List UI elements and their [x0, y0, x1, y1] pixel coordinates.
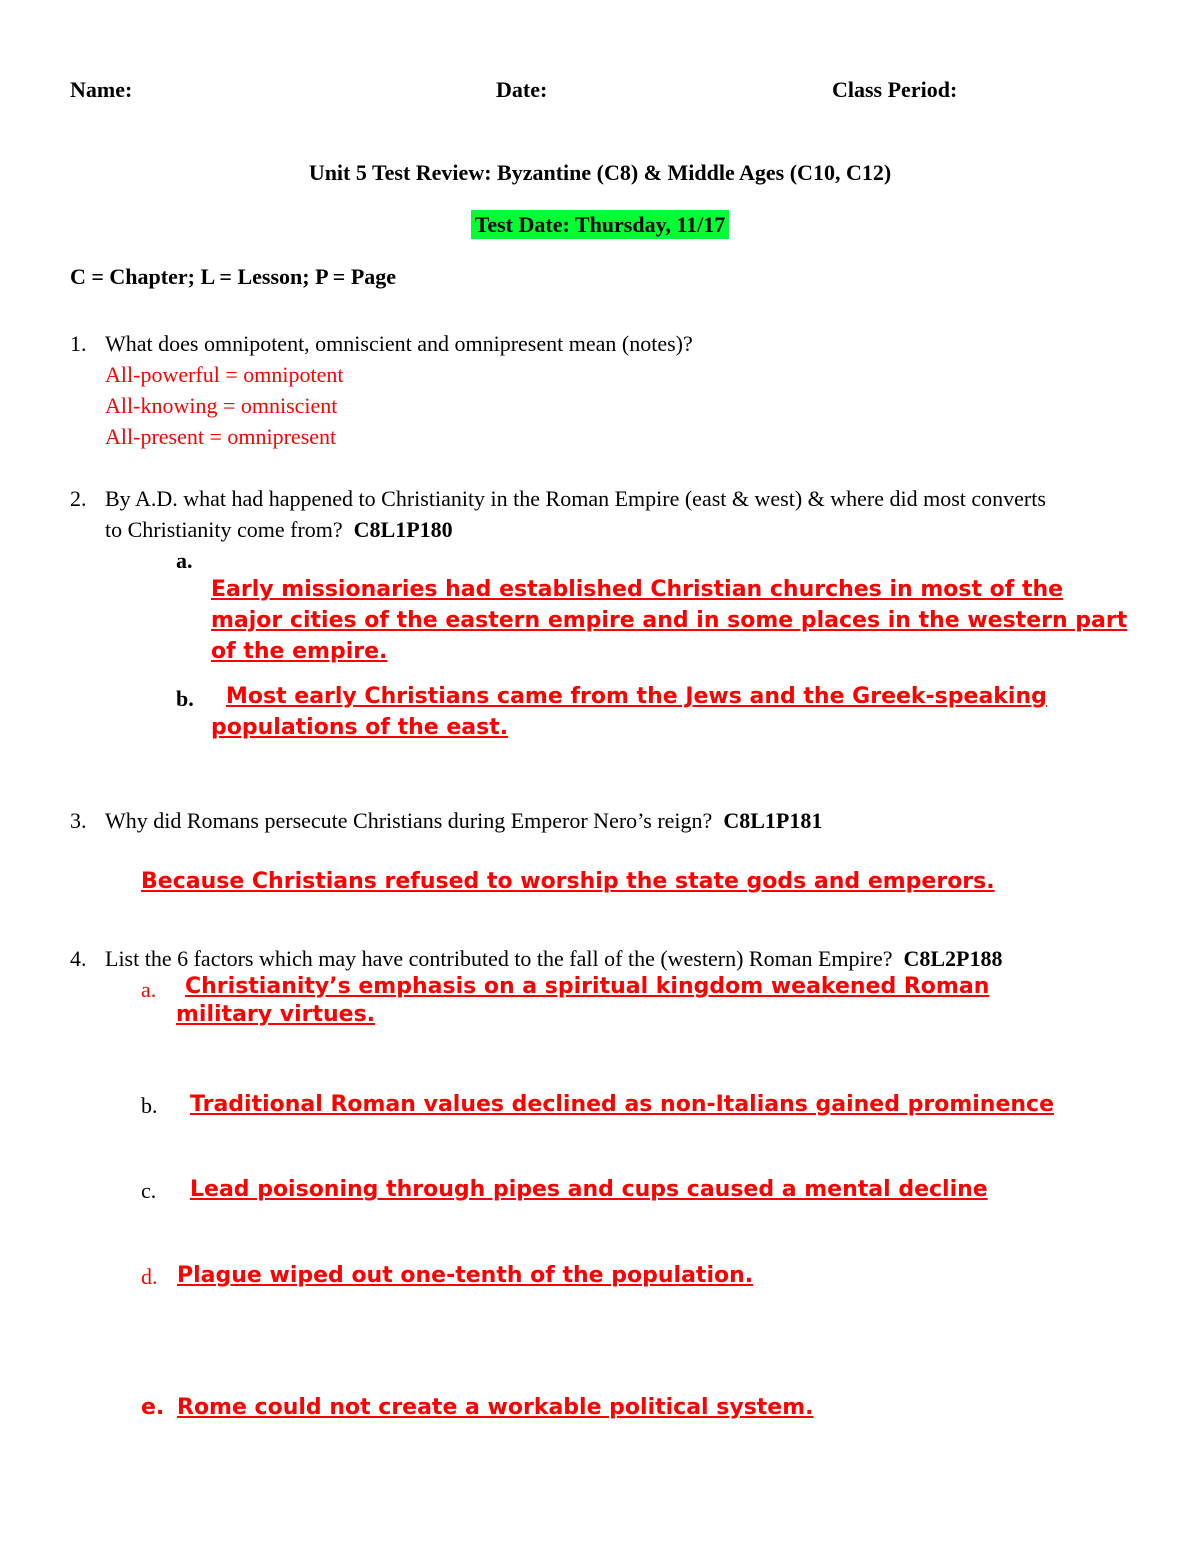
class-period-label: Class Period: — [832, 77, 958, 102]
page-title: Unit 5 Test Review: Byzantine (C8) & Middle Ages (C10, C12) — [308, 160, 892, 185]
q2-text-line2 — [105, 514, 453, 545]
q3-text: Why did Romans persecute Christians during Emperor Nero’s reign? — [105, 808, 713, 833]
q4-c-answer: Lead poisoning through pipes and cups caused a mental decline — [190, 1177, 988, 1202]
q2-b-answer: Most early Christians came from the Jews and the Greek-speaking populations of the east. — [211, 684, 1047, 740]
date-label: Date: — [496, 77, 548, 102]
q2-number: 2. — [70, 486, 87, 511]
q1-number: 1. — [70, 331, 87, 356]
q4-reference: C8L2P188 — [903, 946, 1003, 971]
q2-a-answer: Early missionaries had established Christian churches in most of the major cities of the eastern empire and in some places in the western part of the empire. — [211, 577, 1128, 664]
test-date: Test Date: Thursday, 11/17 — [471, 210, 730, 239]
q1-text: What does omnipotent, omniscient and omnipresent mean (notes)? — [105, 331, 693, 356]
q2-a-label: a. — [176, 548, 193, 573]
test-date-row — [0, 209, 1200, 240]
q3-text-row — [105, 805, 822, 836]
q1-answer-3: All-present = omnipresent — [105, 424, 337, 449]
q2-reference: C8L1P180 — [353, 517, 453, 542]
q4-number: 4. — [70, 946, 87, 971]
q4-d-answer: Plague wiped out one-tenth of the population. — [177, 1263, 754, 1288]
q4-text: List the 6 factors which may have contributed to the fall of the (western) Roman Empire? — [105, 946, 893, 971]
q3-number: 3. — [70, 808, 87, 833]
q4-c-label: c. — [141, 1178, 157, 1203]
q4-b-label: b. — [141, 1093, 158, 1118]
q2-text-line2-body: to Christianity come from? — [105, 517, 343, 542]
q4-b-answer: Traditional Roman values declined as non-Italians gained prominence — [190, 1092, 1055, 1117]
q4-d-label: d. — [141, 1264, 158, 1289]
q4-e-label: e. — [141, 1395, 165, 1420]
q1-answer-2: All-knowing = omniscient — [105, 393, 338, 418]
abbreviation-legend: C = Chapter; L = Lesson; P = Page — [70, 264, 397, 289]
q2-b-label: b. — [176, 686, 194, 711]
q2-text-line1: By A.D. what had happened to Christianity in the Roman Empire (east & west) & where did most converts — [105, 486, 1046, 511]
q4-e-answer: Rome could not create a workable political system. — [177, 1395, 814, 1420]
name-label: Name: — [70, 77, 133, 102]
q4-text-row — [105, 943, 1002, 974]
q3-answer: Because Christians refused to worship the state gods and emperors. — [141, 869, 995, 894]
q4-a-label: a. — [141, 977, 157, 1002]
q1-answer-1: All-powerful = omnipotent — [105, 362, 344, 387]
q3-reference: C8L1P181 — [723, 808, 823, 833]
q4-a-answer: Christianity’s emphasis on a spiritual kingdom weakened Roman military virtues. — [176, 974, 990, 1027]
